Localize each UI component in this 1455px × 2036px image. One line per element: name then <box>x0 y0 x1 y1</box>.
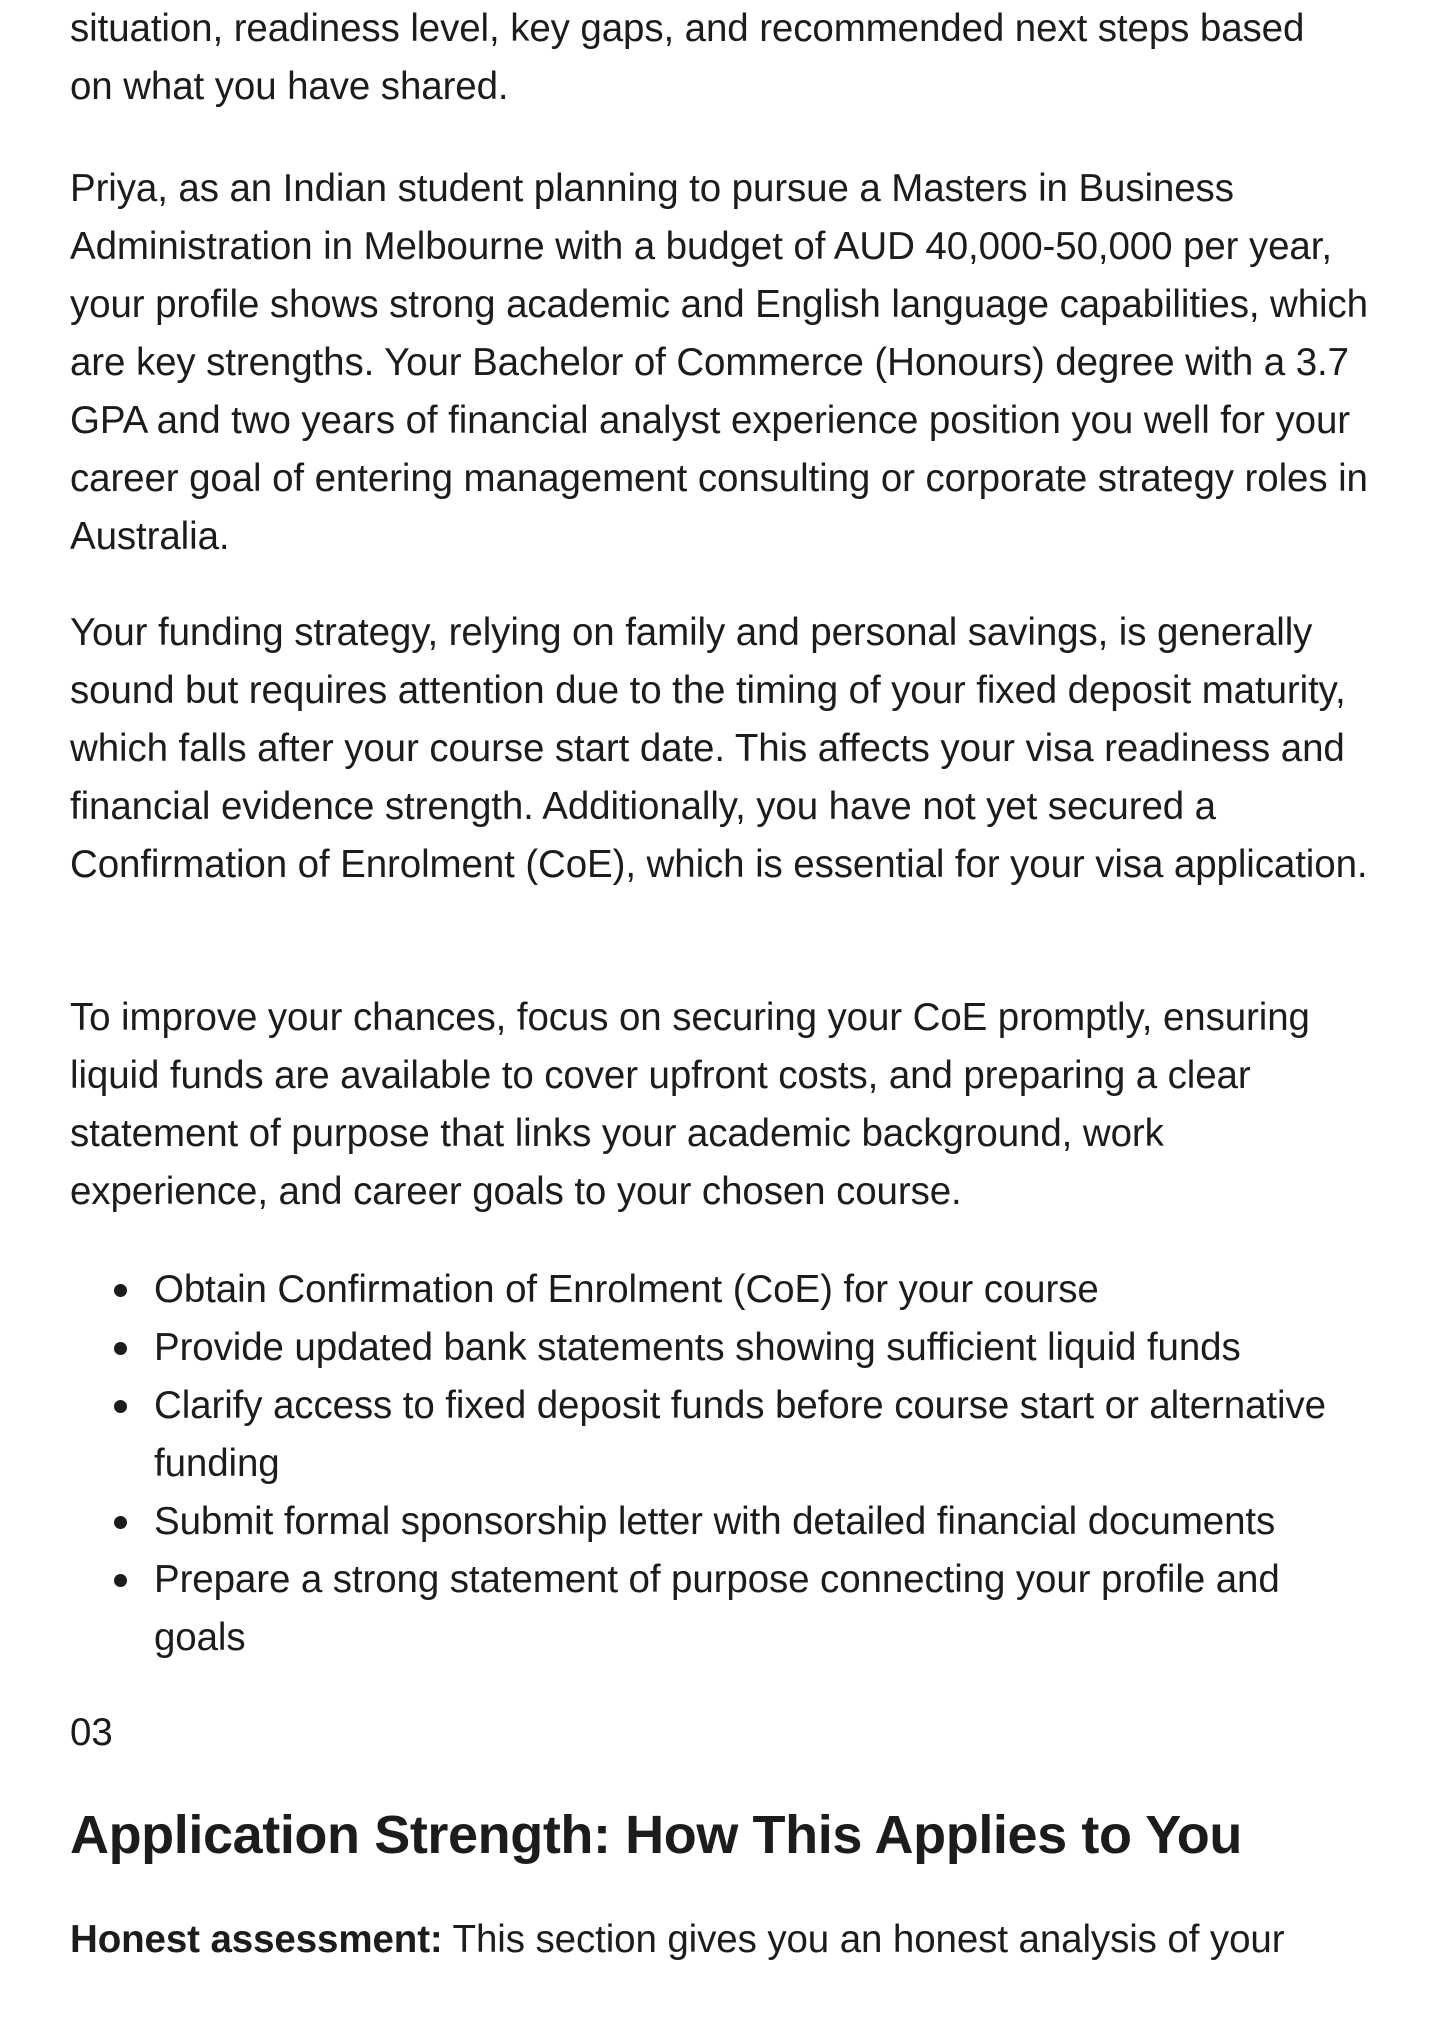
bullet-icon <box>114 1284 127 1297</box>
list-item <box>70 1493 1370 1551</box>
list-item-text: Prepare a strong statement of purpose connecting your profile and goals <box>154 1558 1280 1659</box>
list-item-text: Provide updated bank statements showing sufficient liquid funds <box>154 1326 1241 1369</box>
bullet-icon <box>114 1516 127 1529</box>
list-item <box>70 1319 1370 1377</box>
next-steps-list <box>70 1261 1370 1667</box>
intro-line-2: on what you have shared. <box>70 65 509 108</box>
section-number: 03 <box>70 1711 113 1754</box>
section-heading: Application Strength: How This Applies to You <box>70 1805 1242 1865</box>
summary-paragraph-funding: Your funding strategy, relying on family and personal savings, is generally sound but requires attention due to the timing of your fixed deposit maturity, which falls after your course start date. This affects your visa readiness and financial evidence strength. Additionally, you have not yet secured a Confirmation of Enrolment (CoE), which is essential for your visa application. <box>70 611 1368 886</box>
bullet-icon <box>114 1574 127 1587</box>
list-item-text: Obtain Confirmation of Enrolment (CoE) for your course <box>154 1268 1099 1311</box>
list-item <box>70 1551 1370 1667</box>
list-item <box>70 1261 1370 1319</box>
intro-line-1: situation, readiness level, key gaps, and recommended next steps based <box>70 7 1305 50</box>
honest-assessment-label: Honest assessment: <box>70 1918 443 1961</box>
summary-paragraph-improve: To improve your chances, focus on securing your CoE promptly, ensuring liquid funds are available to cover upfront costs, and preparing a clear statement of purpose that links your academic background, work experience, and career goals to your chosen course. <box>70 996 1310 1213</box>
list-item <box>70 1377 1370 1493</box>
bullet-icon <box>114 1342 127 1355</box>
list-item-text: Submit formal sponsorship letter with detailed financial documents <box>154 1500 1276 1543</box>
list-item-text: Clarify access to fixed deposit funds before course start or alternative funding <box>154 1384 1326 1485</box>
summary-paragraph-profile: Priya, as an Indian student planning to pursue a Masters in Business Administration in Melbourne with a budget of AUD 40,000-50,000 per year, your profile shows strong academic and English language capabilities, which are key strengths. Your Bachelor of Commerce (Honours) degree with a 3.7 GPA and two years of financial analyst experience position you well for your career goal of entering management consulting or corporate strategy roles in Australia. <box>70 167 1368 558</box>
honest-assessment-paragraph <box>70 1911 1390 1969</box>
intro-paragraph-tail <box>70 0 1370 116</box>
bullet-icon <box>114 1400 127 1413</box>
honest-assessment-text: This section gives you an honest analysis of your <box>442 1918 1285 1961</box>
